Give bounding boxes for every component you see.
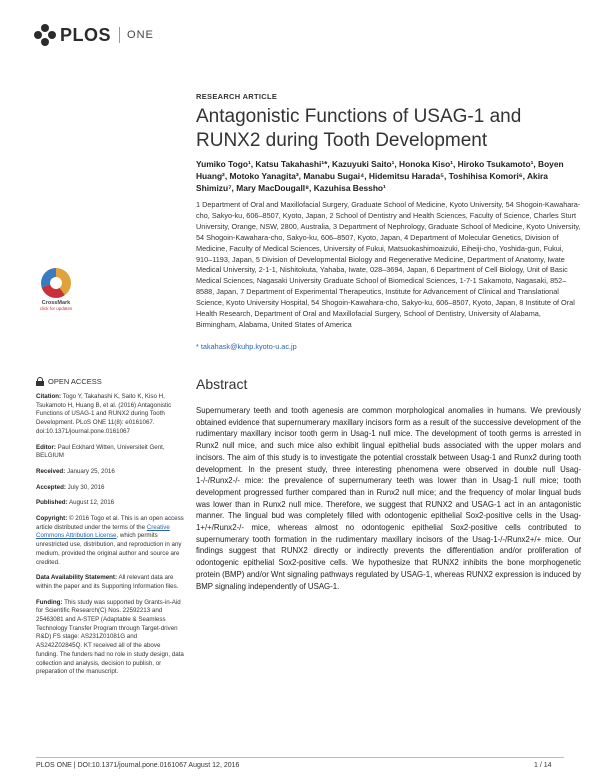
article-sidebar xyxy=(36,393,184,684)
editor xyxy=(36,444,184,461)
citation xyxy=(36,393,184,437)
funding-text: This study was supported by Grants-in-Aid for Scientific Research(C) Nos. 22592213 and 25463081 and A-STEP (Adaptable & Seamless Technology Transfer Program through Target-driven R&D) FS stage: AS231Z01081G and AS242Z02845Q. KT received all of the above funding. The funders had no role in study design, data collection and analysis, decision to publish, or preparation of the manuscript. xyxy=(36,598,184,676)
author-list: Yumiko Togo¹, Katsu Takahashi¹*, Kazuyuki Saito¹, Honoka Kiso¹, Hiroko Tsukamoto¹, Boyen Huang², Motoko Yanagita³, Manabu Sugai⁴, Hidemitsu Harada⁵, Toshihisa Komori⁶, Akira Shimizu⁷, Mary MacDougall⁸, Kazuhisa Bessho¹ xyxy=(196,159,564,193)
abstract-body xyxy=(196,405,581,592)
brand-name: PLOS xyxy=(60,24,112,45)
journal-name: ONE xyxy=(127,29,154,41)
abstract-text: Supernumerary teeth and tooth agenesis are common morphological anomalies in humans. We previously obtained evidence that supernumerary maxillary incisors form as a result of the successive development of the rudimentary maxillary incisor tooth germ in Usag-1 null mice. The development of tooth germs is arrested in Runx2 null mice, and such mice also exhibit lingual epithelial buds associated with the upper molars and incisors. The aim of this study is to investigate the potential crosstalk between Usag-1 and Runx2 during tooth development. In the present study, three interesting phenomena were observed in double null Usag-1-/-/Runx2-/- mice: the prevalence of supernumerary teeth was lower than in Usag-1 null mice; tooth development progressed further compared than in Runx2 null mice; and the frequency of molar lingual buds was lower than in Runx2 null mice. Therefore, we suggest that RUNX2 and USAG-1 act in an antagonistic manner. The lingual bud was completely filled with odontogenic epithelial Sox2-positive cells in the Usag-1+/+/Runx2-/- mice, whereas almost no odontogenic epithelial Sox2-positive cells contributed to supernumerary tooth formation in the rudimentary maxillary incisors of the Usag-1-/-/Runx2+/+ mice. Our findings suggest that RUNX2 directly or indirectly prevents the differentiation and/or proliferation of odontogenic epithelial Sox2-positive cells. We hypothesize that RUNX2 inhibits the bone morphogenetic protein (BMP) and/or Wnt signaling pathways regulated by USAG-1, whereas RUNX2 expression is induced by BMP signaling independently of USAG-1. xyxy=(196,406,581,591)
corresponding-email-link[interactable]: * takahask@kuhp.kyoto-u.ac.jp xyxy=(196,342,297,351)
open-lock-icon xyxy=(36,377,44,386)
citation-text: Togo Y, Takahashi K, Saito K, Kiso H, Tsukamoto H, Huang B, et al. (2016) Antagonistic Functions of USAG-1 and RUNX2 during Tooth Development. PLoS ONE 11(8): e0161067. doi:10.1371/journal.pone.0161067 xyxy=(36,393,172,435)
funding-label: Funding: xyxy=(36,598,63,606)
crossmark-label: CrossMark xyxy=(41,300,71,306)
plos-one-logo[interactable] xyxy=(34,22,154,48)
copyright-text-end: , which permits unrestricted use, distribution, and reproduction in any medium, provided the original author and source are credited. xyxy=(36,532,182,566)
accepted xyxy=(36,484,184,493)
crossmark-badge[interactable] xyxy=(36,268,76,311)
copyright xyxy=(36,515,184,567)
logo-divider xyxy=(119,27,120,43)
affiliations: 1 Department of Oral and Maxillofacial Surgery, Graduate School of Medicine, Kyoto University, 54 Shogoin-Kawahara-cho, Sakyo-ku, 606–8507, Kyoto, Japan, 2 School of Dentistry and Health Sciences, Faculty of Science, Charles Sturt University, Orange, NSW, 2800, Australia, 3 Department of Nephrology, Graduate School of Medicine, Kyoto University, 54 Shogoin-Kawahara-cho, Sakyo-ku, 606–8507, Kyoto, Japan, 4 Department of Molecular Genetics, Division of Medicine, Faculty of Medical Sciences, University of Fukui, Matsuokashimoaizuki, Eiheiji-cho, Yoshida-gun, Fukui, 910–1193, Japan, 5 Division of Developmental Biology and Regenerative Medicine, Department of Anatomy, Iwate Medical University, 2-1-1, Nishitokuta, Yahaba, Iwate, 028–3694, Japan, 6 Department of Cell Biology, Unit of Basic Medical Sciences, Nagasaki University Graduate School of Biomedical Sciences, 1-7-1 Sakamoto, Nagasaki, 852–8588, Japan, 7 Department of Experimental Therapeutics, Institute for Advancement of Clinical and Translational Science, Kyoto University Hospital, 54 Shogoin-Kawahara-cho, Sakyo-ku, 606–8507, Kyoto, Japan, 8 Institute of Oral Health Research, Department of Oral and Maxillofacial Surgery, School of Dentistry, University of Alabama, Birmingham, Alabama, United States of America xyxy=(196,200,581,329)
abstract-heading: Abstract xyxy=(196,376,248,392)
received-label: Received: xyxy=(36,467,66,475)
data-availability-text: All relevant data are within the paper and its Supporting Information files. xyxy=(36,574,179,590)
editor-label: Editor: xyxy=(36,443,56,451)
section-label: RESEARCH ARTICLE xyxy=(196,92,278,101)
accepted-date: July 30, 2016 xyxy=(67,483,105,491)
funding xyxy=(36,599,184,677)
published xyxy=(36,499,184,508)
crossmark-sublabel: click for updates xyxy=(39,306,73,311)
accepted-label: Accepted: xyxy=(36,483,66,491)
footer-citation: PLOS ONE | DOI:10.1371/journal.pone.0161067 August 12, 2016 xyxy=(36,762,240,769)
published-label: Published: xyxy=(36,499,68,507)
received xyxy=(36,468,184,477)
copyright-label: Copyright: xyxy=(36,515,68,523)
data-availability xyxy=(36,574,184,591)
open-access-badge xyxy=(36,377,102,386)
copyright-text: © 2016 Togo et al. This is an open access article distributed under the terms of the xyxy=(36,515,184,531)
citation-label: Citation: xyxy=(36,393,62,400)
crossmark-icon xyxy=(41,268,71,298)
plos-logo-icon xyxy=(34,24,56,46)
license-link[interactable]: Creative Commons Attribution License xyxy=(36,523,170,540)
received-date: January 25, 2016 xyxy=(66,467,115,475)
editor-text: Paul Eckhard Witten, Universiteit Gent, BELGIUM xyxy=(36,443,165,460)
page-number: 1 / 14 xyxy=(534,762,552,769)
open-access-label: OPEN ACCESS xyxy=(48,377,102,386)
published-date: August 12, 2016 xyxy=(69,499,115,507)
data-availability-label: Data Availability Statement: xyxy=(36,574,118,582)
article-title: Antagonistic Functions of USAG-1 and RUNX2 during Tooth Development xyxy=(196,106,522,151)
corresponding-author xyxy=(196,342,297,351)
footer-divider xyxy=(36,757,564,758)
